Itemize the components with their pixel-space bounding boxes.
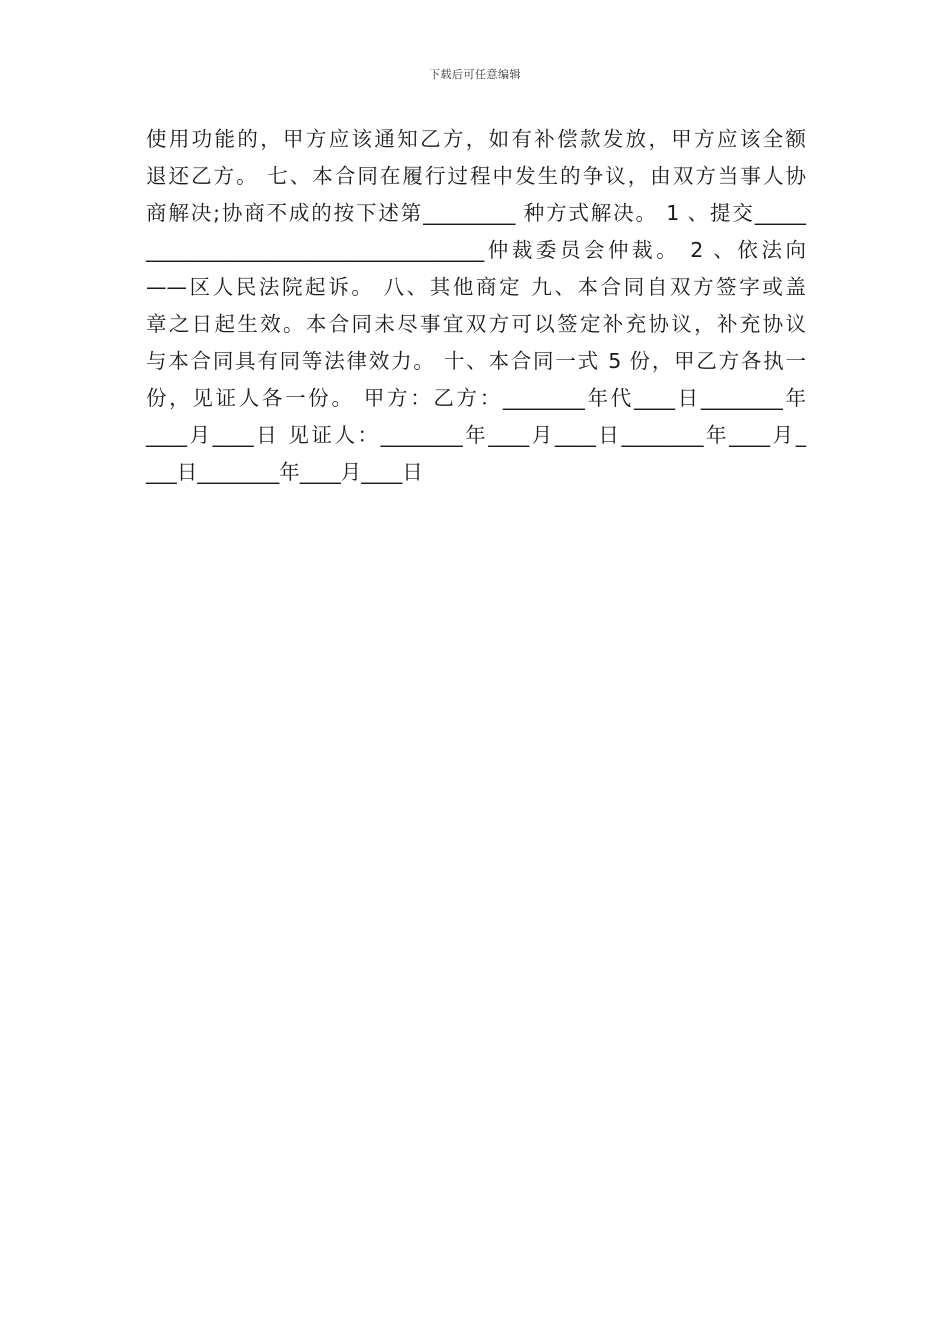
- text-line: _________________________________仲裁委员会仲裁。 2 、依法向: [146, 238, 806, 262]
- page-header: 下载后可任意编辑: [429, 68, 521, 81]
- contract-body: [146, 121, 806, 491]
- text-line: 章之日起生效。本合同未尽事宜双方可以签定补充协议，补充协议: [146, 312, 806, 336]
- text-line: 使用功能的，甲方应该通知乙方，如有补偿款发放，甲方应该全额: [146, 127, 806, 151]
- text-line: ——区人民法院起诉。 八、其他商定 九、本合同自双方签字或盖: [146, 275, 806, 299]
- text-line: ___日________年____月____日: [146, 460, 423, 484]
- text-line: 退还乙方。 七、本合同在履行过程中发生的争议，由双方当事人协: [146, 164, 806, 188]
- text-line: ____月____日 见证人：________年____月____日________年____月_: [146, 423, 806, 447]
- text-line: 份，见证人各一份。 甲方：乙方：________年代____日________年: [146, 386, 806, 410]
- text-line: 商解决;协商不成的按下述第_________ 种方式解决。 1 、提交_____: [146, 201, 806, 225]
- text-line: 与本合同具有同等法律效力。 十、本合同一式 5 份，甲乙方各执一: [146, 349, 806, 373]
